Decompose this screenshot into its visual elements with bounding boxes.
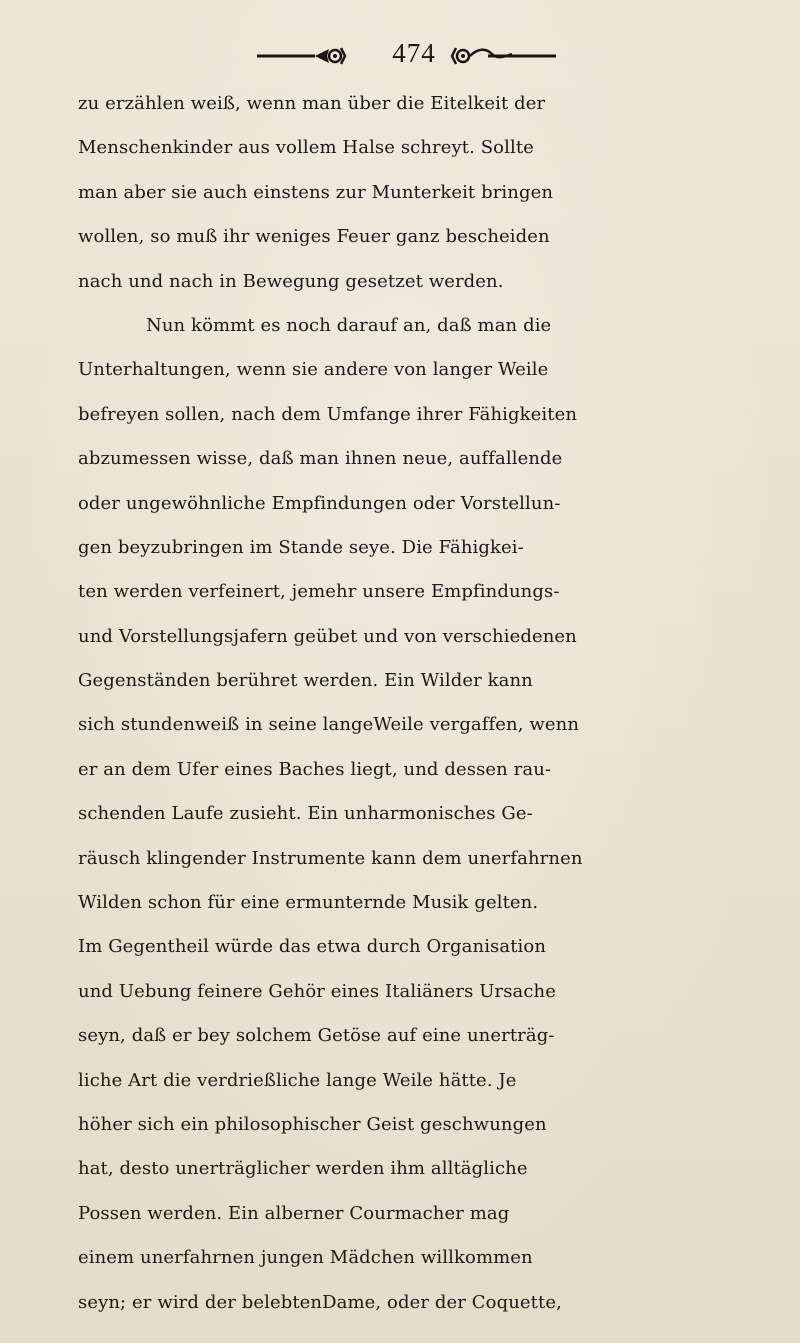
text-line: hat, desto unerträglicher werden ihm alltägliche: [78, 1158, 528, 1180]
text-line: zu erzählen weiß, wenn man über die Eitelkeit der: [78, 93, 546, 114]
text-line: Possen werden. Ein alberner Courmacher mag: [78, 1202, 510, 1224]
text-line: befreyen sollen, nach dem Umfange ihrer Fähigkeiten: [78, 403, 578, 425]
text-line: höher sich ein philosophischer Geist geschwungen: [78, 1113, 547, 1135]
page-header: [0, 38, 800, 78]
text-line: oder ungewöhnliche Empfindungen oder Vorstellun-: [78, 492, 561, 514]
text-line: wollen, so muß ihr weniges Feuer ganz bescheiden: [78, 226, 550, 248]
text-line: und Uebung feinere Gehör eines Italiäners Ursache: [78, 980, 556, 1002]
text-line: schenden Laufe zusieht. Ein unharmonisches Ge-: [78, 803, 533, 825]
text-line: nach und nach in Bewegung gesetzet werden.: [78, 270, 504, 292]
text-line: räusch klingender Instrumente kann dem unerfahrnen: [78, 847, 583, 869]
right-ornament-icon: [448, 44, 558, 72]
text-line: Wilden schon für eine ermunternde Musik gelten.: [78, 892, 539, 914]
text-line: sich stundenweiß in seine langeWeile vergaffen, wenn: [78, 714, 580, 736]
text-line: seyn, daß er bey solchem Getöse auf eine unerträg-: [78, 1025, 555, 1047]
text-line: man aber sie auch einstens zur Munterkeit bringen: [78, 181, 554, 203]
body-text: [78, 82, 788, 1325]
text-line: er an dem Ufer eines Baches liegt, und dessen rau-: [78, 758, 552, 780]
page-number: 474: [392, 38, 436, 68]
text-line: seyn; er wird der belebtenDame, oder der Coquette,: [78, 1291, 562, 1313]
left-ornament-icon: [255, 44, 350, 72]
text-line: Unterhaltungen, wenn sie andere von langer Weile: [78, 359, 549, 381]
text-line: abzumessen wisse, daß man ihnen neue, auffallende: [78, 448, 563, 470]
text-line: Gegenständen berühret werden. Ein Wilder kann: [78, 670, 533, 692]
paragraph-start-line: Nun kömmt es noch darauf an, daß man die: [146, 314, 552, 336]
text-line: einem unerfahrnen jungen Mädchen willkommen: [78, 1247, 533, 1269]
text-line: liche Art die verdrießliche lange Weile hätte. Je: [78, 1069, 517, 1091]
text-line: und Vorstellungsjafern geübet und von verschiedenen: [78, 625, 577, 647]
text-line: gen beyzubringen im Stande seye. Die Fähigkei-: [78, 536, 524, 558]
text-line: Menschenkinder aus vollem Halse schreyt. Sollte: [78, 137, 534, 159]
text-line: ten werden verfeinert, jemehr unsere Empfindungs-: [78, 581, 560, 603]
text-line: Im Gegentheil würde das etwa durch Organisation: [78, 936, 547, 958]
